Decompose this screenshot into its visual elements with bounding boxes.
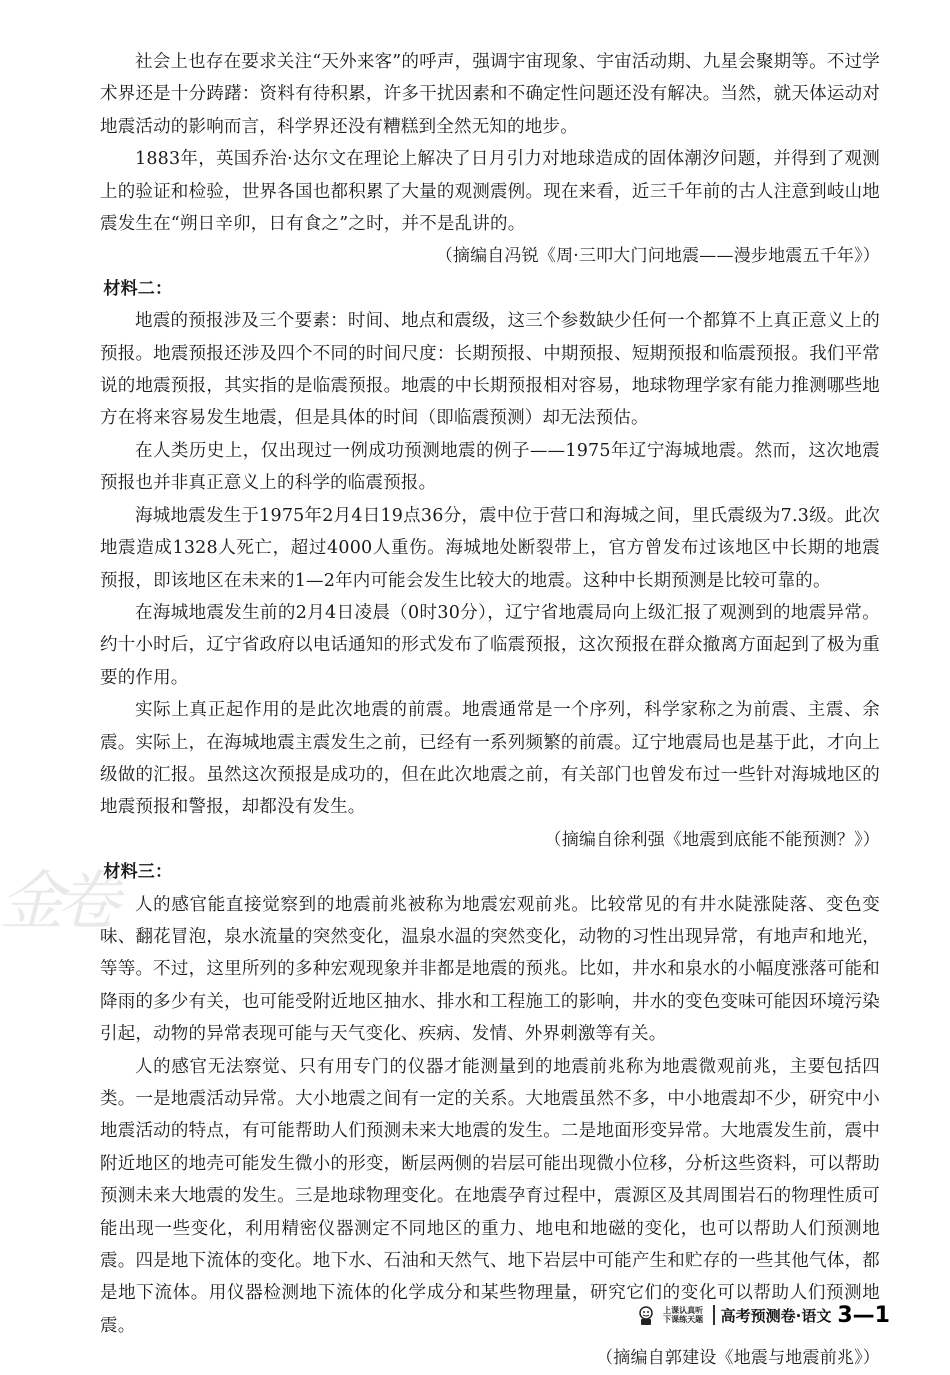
page-footer (600, 1300, 890, 1330)
footer-title: 高考预测卷·语文 (720, 1306, 832, 1325)
watermark-logo: 金卷 (0, 865, 112, 939)
source-citation: （摘编自徐利强《地震到底能不能预测？》） (544, 829, 880, 850)
source-citation: （摘编自郭建设《地震与地震前兆》） (596, 1348, 880, 1369)
mascot-logo-icon (635, 1304, 657, 1326)
body-paragraph: 人的感官无法察觉、只有用专门的仪器才能测量到的地震前兆称为地震微观前兆，主要包括四类。一是地震活动异常。大小地震之间有一定的关系。大地震虽然不多，中小地震却不少，研究中小地震活动的特点，有可能帮助人们预测未来大地震的发生。二是地面形变异常。大地震发生前，震中附近地区的地壳可能发生微小的形变，断层两侧的岩层可能出现微小位移，分析这些资料，可以帮助预测未来大地震的发生。三是地球物理变化。在地震孕育过程中，震源区及其周围岩石的物理性质可能出现一些变化，利用精密仪器测定不同地区的重力、地电和地磁的变化，也可以帮助人们预测地震。四是地下流体的变化。地下水、石油和天然气、地下岩层中可能产生和贮存的一些其他气体，都是地下流体。用仪器检测地下流体的化学成分和某些物理量，研究它们的变化可以帮助人们预测地震。 (100, 1056, 880, 1336)
body-paragraph: 地震的预报涉及三个要素：时间、地点和震级，这三个参数缺少任何一个都算不上真正意义上的预报。地震预报还涉及四个不同的时间尺度：长期预报、中期预报、短期预报和临震预报。我们平常说的地震预报，其实指的是临震预报。地震的中长期预报相对容易，地球物理学家有能力推测哪些地方在将来容易发生地震，但是具体的时间（即临震预测）却无法预估。 (100, 311, 880, 429)
body-paragraph: 实际上真正起作用的是此次地震的前震。地震通常是一个序列，科学家称之为前震、主震、余震。实际上，在海城地震主震发生之前，已经有一系列频繁的前震。辽宁地震局也是基于此，才向上级做的汇报。虽然这次预报是成功的，但在此次地震之前，有关部门也曾发布过一些针对海城地区的地震预报和警报，却都没有发生。 (100, 700, 880, 818)
body-paragraph: 1883年，英国乔治·达尔文在理论上解决了日月引力对地球造成的固体潮汐问题，并得到了观测上的验证和检验，世界各国也都积累了大量的观测震例。现在来看，近三千年前的古人注意到岐山地震发生在“朔日辛卯，日有食之”之时，并不是乱讲的。 (100, 149, 880, 235)
body-paragraph: 海城地震发生于1975年2月4日19点36分，震中位于营口和海城之间，里氏震级为7.3级。此次地震造成1328人死亡，超过4000人重伤。海城地处断裂带上，官方曾发布过该地区中长期的地震预报，即该地区在未来的1—2年内可能会发生比较大的地震。这种中长期预测是比较可靠的。 (100, 505, 880, 591)
slogan-line-1: 上课认真听 (663, 1306, 704, 1315)
article-body (100, 46, 880, 1375)
slogan-line-2: 下课练天题 (663, 1315, 704, 1324)
body-paragraph: 人的感官能直接觉察到的地震前兆被称为地震宏观前兆。比较常见的有井水陡涨陡落、变色变味、翻花冒泡，泉水流量的突然变化，温泉水温的突然变化，动物的习性出现异常，有地声和地光，等等。不过，这里所列的多种宏观现象并非都是地震的预兆。比如，井水和泉水的小幅度涨落可能和降雨的多少有关，也可能受附近地区抽水、排水和工程施工的影响，井水的变色变味可能因环境污染引起，动物的异常表现可能与天气变化、疾病、发情、外界刺激等有关。 (100, 894, 880, 1045)
body-paragraph: 在人类历史上，仅出现过一例成功预测地震的例子——1975年辽宁海城地震。然而，这次地震预报也并非真正意义上的科学的临震预报。 (100, 440, 880, 494)
page-number: 3—1 (837, 1302, 890, 1328)
body-paragraph: 在海城地震发生前的2月4日凌晨（0时30分），辽宁省地震局向上级汇报了观测到的地震异常。约十小时后，辽宁省政府以电话通知的形式发布了临震预报，这次预报在群众撤离方面起到了极为重要的作用。 (100, 602, 880, 688)
source-citation: （摘编自冯锐《周·三叩大门问地震——漫步地震五千年》） (435, 246, 880, 267)
body-paragraph: 社会上也存在要求关注“天外来客”的呼声，强调宇宙现象、宇宙活动期、九星会聚期等。不过学术界还是十分踌躇：资料有待积累，许多干扰因素和不确定性问题还没有解决。当然，就天体运动对地震活动的影响而言，科学界还没有糟糕到全然无知的地步。 (100, 52, 880, 137)
footer-divider (713, 1305, 715, 1325)
section-heading: 材料三： (103, 862, 173, 883)
footer-slogan (663, 1306, 707, 1324)
section-heading: 材料二： (103, 278, 173, 299)
